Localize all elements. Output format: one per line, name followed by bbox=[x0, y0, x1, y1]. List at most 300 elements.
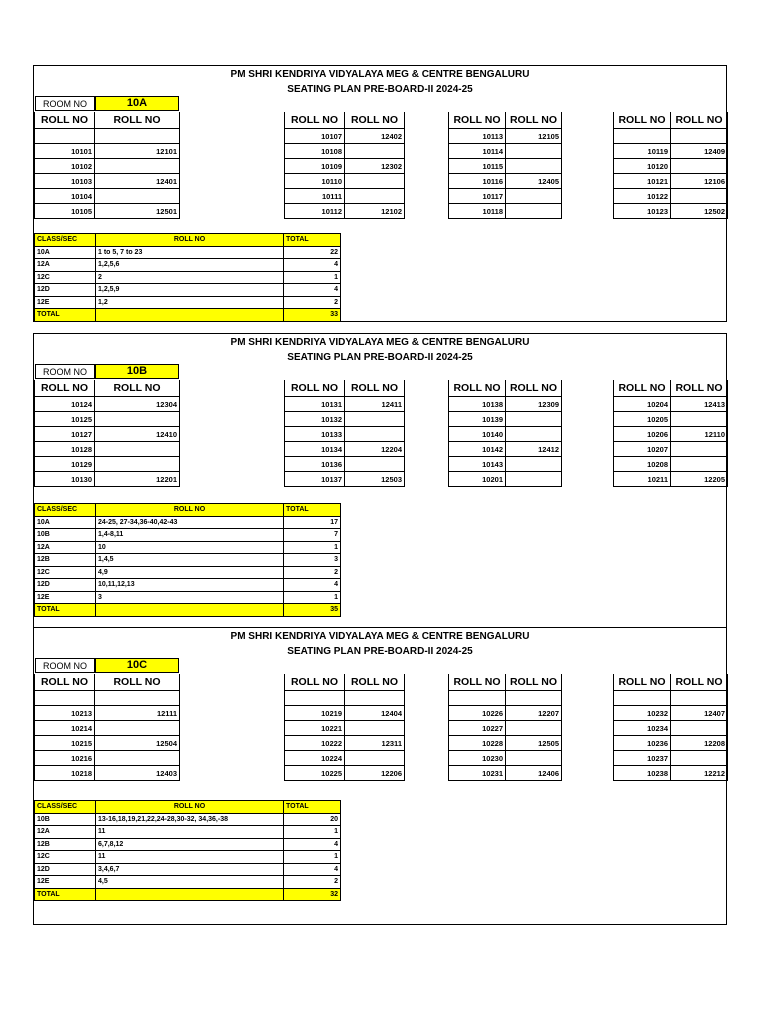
seat-row bbox=[285, 204, 405, 219]
roll-number-cell: 12205 bbox=[671, 472, 728, 487]
summary-row bbox=[35, 566, 341, 579]
roll-number-cell: 10211 bbox=[614, 472, 671, 487]
roll-number-cell bbox=[95, 129, 180, 144]
summary-cell: 3,4,6,7 bbox=[96, 863, 284, 876]
seat-row bbox=[614, 706, 728, 721]
summary-cell: 4,9 bbox=[96, 566, 284, 579]
summary-total-row bbox=[35, 888, 341, 901]
seat-row bbox=[35, 159, 180, 174]
summary-cell: 12A bbox=[35, 541, 96, 554]
column-header: ROLL NO bbox=[285, 380, 345, 397]
roll-number-cell: 12212 bbox=[671, 766, 728, 781]
column-header: ROLL NO bbox=[671, 674, 728, 691]
roll-number-cell: 12401 bbox=[95, 174, 180, 189]
roll-number-cell bbox=[671, 691, 728, 706]
seat-row bbox=[449, 736, 562, 751]
summary-cell: 12A bbox=[35, 259, 96, 272]
roll-number-cell: 10131 bbox=[285, 397, 345, 412]
roll-number-cell: 12105 bbox=[506, 129, 562, 144]
summary-cell: 12C bbox=[35, 851, 96, 864]
summary-cell: 4 bbox=[284, 579, 341, 592]
roll-number-cell: 12304 bbox=[95, 397, 180, 412]
exam-subtitle: SEATING PLAN PRE-BOARD-II 2024-25 bbox=[287, 84, 473, 95]
summary-header-cell: TOTAL bbox=[284, 504, 341, 517]
roll-number-cell: 12207 bbox=[506, 706, 562, 721]
summary-row bbox=[35, 284, 341, 297]
roll-number-cell: 10138 bbox=[449, 397, 506, 412]
roll-number-cell: 12311 bbox=[345, 736, 405, 751]
roll-number-cell: 12101 bbox=[95, 144, 180, 159]
summary-header-row bbox=[35, 504, 341, 517]
roll-number-cell: 12413 bbox=[671, 397, 728, 412]
summary-cell: 3 bbox=[284, 554, 341, 567]
roll-number-cell: 10218 bbox=[35, 766, 95, 781]
seat-row bbox=[449, 472, 562, 487]
roll-number-cell: 10109 bbox=[285, 159, 345, 174]
roll-number-cell: 10225 bbox=[285, 766, 345, 781]
seat-row bbox=[449, 442, 562, 457]
roll-number-cell: 10107 bbox=[285, 129, 345, 144]
roll-number-cell bbox=[345, 189, 405, 204]
roll-number-cell: 10222 bbox=[285, 736, 345, 751]
seat-row bbox=[614, 721, 728, 736]
seat-row bbox=[614, 472, 728, 487]
seat-row bbox=[35, 472, 180, 487]
roll-number-cell: 12302 bbox=[345, 159, 405, 174]
roll-number-cell bbox=[671, 442, 728, 457]
roll-number-cell: 10238 bbox=[614, 766, 671, 781]
summary-cell: 22 bbox=[284, 246, 341, 259]
summary-cell: 24-25, 27-34,36-40,42-43 bbox=[96, 516, 284, 529]
roll-number-cell: 10105 bbox=[35, 204, 95, 219]
roll-number-cell: 10230 bbox=[449, 751, 506, 766]
summary-cell: 12B bbox=[35, 838, 96, 851]
summary-cell: 12E bbox=[35, 591, 96, 604]
roll-number-cell bbox=[345, 412, 405, 427]
seat-row bbox=[614, 189, 728, 204]
column-header: ROLL NO bbox=[285, 674, 345, 691]
roll-number-cell: 10139 bbox=[449, 412, 506, 427]
seat-row bbox=[449, 174, 562, 189]
roll-number-cell: 12501 bbox=[95, 204, 180, 219]
room-section bbox=[33, 65, 727, 322]
roll-number-cell bbox=[671, 129, 728, 144]
seating-block bbox=[613, 380, 728, 487]
school-title: PM SHRI KENDRIYA VIDYALAYA MEG & CENTRE BENGALURU bbox=[230, 337, 530, 348]
summary-row bbox=[35, 529, 341, 542]
seat-row bbox=[614, 442, 728, 457]
summary-cell: 4 bbox=[284, 863, 341, 876]
header-row bbox=[35, 112, 180, 129]
summary-total-cell: TOTAL bbox=[35, 309, 96, 322]
roll-number-cell bbox=[506, 204, 562, 219]
class-summary-table bbox=[34, 233, 341, 322]
seat-row bbox=[449, 412, 562, 427]
roll-number-cell: 10213 bbox=[35, 706, 95, 721]
roll-number-cell: 10108 bbox=[285, 144, 345, 159]
school-title: PM SHRI KENDRIYA VIDYALAYA MEG & CENTRE BENGALURU bbox=[230, 69, 530, 80]
roll-number-cell bbox=[614, 691, 671, 706]
header-row bbox=[35, 674, 180, 691]
roll-number-cell bbox=[95, 189, 180, 204]
seat-row bbox=[285, 691, 405, 706]
roll-number-cell: 12407 bbox=[671, 706, 728, 721]
summary-header-cell: CLASS/SEC bbox=[35, 801, 96, 814]
roll-number-cell: 10129 bbox=[35, 457, 95, 472]
roll-number-cell: 10215 bbox=[35, 736, 95, 751]
seat-row bbox=[285, 159, 405, 174]
roll-number-cell: 10216 bbox=[35, 751, 95, 766]
roll-number-cell: 10103 bbox=[35, 174, 95, 189]
seating-block bbox=[448, 674, 562, 781]
summary-cell: 1,2,5,9 bbox=[96, 284, 284, 297]
exam-subtitle: SEATING PLAN PRE-BOARD-II 2024-25 bbox=[287, 352, 473, 363]
summary-cell: 2 bbox=[96, 271, 284, 284]
seat-row bbox=[449, 766, 562, 781]
roll-number-cell: 12410 bbox=[95, 427, 180, 442]
summary-row bbox=[35, 246, 341, 259]
roll-number-cell: 12404 bbox=[345, 706, 405, 721]
roll-number-cell bbox=[506, 189, 562, 204]
room-number-label: ROOM NO bbox=[35, 364, 95, 379]
seating-block bbox=[284, 380, 405, 487]
summary-cell: 1 bbox=[284, 851, 341, 864]
roll-number-cell bbox=[345, 427, 405, 442]
seat-row bbox=[285, 706, 405, 721]
column-header: ROLL NO bbox=[506, 674, 562, 691]
seat-row bbox=[614, 144, 728, 159]
summary-header-cell: ROLL NO bbox=[96, 234, 284, 247]
roll-number-cell: 12201 bbox=[95, 472, 180, 487]
summary-cell: 3 bbox=[96, 591, 284, 604]
roll-number-cell bbox=[35, 129, 95, 144]
roll-number-cell bbox=[506, 159, 562, 174]
seat-row bbox=[35, 174, 180, 189]
roll-number-cell: 10237 bbox=[614, 751, 671, 766]
column-header: ROLL NO bbox=[35, 380, 95, 397]
roll-number-cell bbox=[671, 159, 728, 174]
roll-number-cell: 10133 bbox=[285, 427, 345, 442]
seat-row bbox=[35, 412, 180, 427]
roll-number-cell: 10134 bbox=[285, 442, 345, 457]
column-header: ROLL NO bbox=[345, 112, 405, 129]
seat-row bbox=[449, 189, 562, 204]
roll-number-cell: 10236 bbox=[614, 736, 671, 751]
summary-header-cell: ROLL NO bbox=[96, 504, 284, 517]
summary-cell: 1,4-8,11 bbox=[96, 529, 284, 542]
seating-block bbox=[448, 112, 562, 219]
roll-number-cell: 10142 bbox=[449, 442, 506, 457]
seating-block bbox=[613, 112, 728, 219]
summary-row bbox=[35, 838, 341, 851]
roll-number-cell: 12204 bbox=[345, 442, 405, 457]
roll-number-cell bbox=[449, 691, 506, 706]
roll-number-cell: 10127 bbox=[35, 427, 95, 442]
seat-row bbox=[614, 397, 728, 412]
seat-row bbox=[35, 457, 180, 472]
roll-number-cell: 10110 bbox=[285, 174, 345, 189]
roll-number-cell: 10113 bbox=[449, 129, 506, 144]
roll-number-cell: 12106 bbox=[671, 174, 728, 189]
summary-total-cell: TOTAL bbox=[35, 888, 96, 901]
column-header: ROLL NO bbox=[35, 112, 95, 129]
roll-number-cell: 10228 bbox=[449, 736, 506, 751]
roll-number-cell: 10207 bbox=[614, 442, 671, 457]
summary-cell: 12C bbox=[35, 566, 96, 579]
roll-number-cell: 10208 bbox=[614, 457, 671, 472]
roll-number-cell bbox=[671, 412, 728, 427]
summary-cell: 1 bbox=[284, 826, 341, 839]
summary-cell: 10A bbox=[35, 516, 96, 529]
roll-number-cell bbox=[95, 412, 180, 427]
roll-number-cell: 12406 bbox=[506, 766, 562, 781]
roll-number-cell: 12502 bbox=[671, 204, 728, 219]
header-row bbox=[449, 674, 562, 691]
summary-cell: 10B bbox=[35, 529, 96, 542]
summary-row bbox=[35, 813, 341, 826]
summary-header-cell: CLASS/SEC bbox=[35, 234, 96, 247]
roll-number-cell bbox=[671, 751, 728, 766]
seat-row bbox=[285, 144, 405, 159]
seat-row bbox=[449, 457, 562, 472]
roll-number-cell: 12208 bbox=[671, 736, 728, 751]
roll-number-cell: 10214 bbox=[35, 721, 95, 736]
seat-row bbox=[449, 721, 562, 736]
seat-row bbox=[35, 706, 180, 721]
roll-number-cell: 10120 bbox=[614, 159, 671, 174]
seat-row bbox=[449, 397, 562, 412]
summary-total-cell bbox=[96, 604, 284, 617]
roll-number-cell: 10102 bbox=[35, 159, 95, 174]
summary-total-cell: 32 bbox=[284, 888, 341, 901]
roll-number-cell bbox=[671, 721, 728, 736]
roll-number-cell: 10116 bbox=[449, 174, 506, 189]
summary-row bbox=[35, 516, 341, 529]
roll-number-cell bbox=[506, 427, 562, 442]
roll-number-cell bbox=[345, 751, 405, 766]
summary-row bbox=[35, 271, 341, 284]
roll-number-cell bbox=[95, 751, 180, 766]
seat-row bbox=[35, 427, 180, 442]
roll-number-cell: 10227 bbox=[449, 721, 506, 736]
seat-row bbox=[614, 412, 728, 427]
roll-number-cell bbox=[506, 472, 562, 487]
seating-block bbox=[34, 380, 180, 487]
room-number-label: ROOM NO bbox=[35, 96, 95, 111]
roll-number-cell: 10121 bbox=[614, 174, 671, 189]
roll-number-cell: 12409 bbox=[671, 144, 728, 159]
summary-cell: 10B bbox=[35, 813, 96, 826]
summary-cell: 10,11,12,13 bbox=[96, 579, 284, 592]
seat-row bbox=[285, 174, 405, 189]
seat-row bbox=[35, 721, 180, 736]
roll-number-cell bbox=[95, 721, 180, 736]
roll-number-cell bbox=[95, 159, 180, 174]
header-row bbox=[614, 112, 728, 129]
seat-row bbox=[285, 751, 405, 766]
roll-number-cell: 12505 bbox=[506, 736, 562, 751]
roll-number-cell: 10118 bbox=[449, 204, 506, 219]
summary-row bbox=[35, 541, 341, 554]
seat-row bbox=[35, 736, 180, 751]
column-header: ROLL NO bbox=[95, 380, 180, 397]
seat-row bbox=[285, 721, 405, 736]
seat-row bbox=[35, 397, 180, 412]
column-header: ROLL NO bbox=[35, 674, 95, 691]
summary-cell: 1 to 5, 7 to 23 bbox=[96, 246, 284, 259]
seating-block bbox=[284, 112, 405, 219]
roll-number-cell bbox=[35, 691, 95, 706]
summary-total-cell: TOTAL bbox=[35, 604, 96, 617]
roll-number-cell bbox=[95, 442, 180, 457]
roll-number-cell: 10226 bbox=[449, 706, 506, 721]
summary-cell: 7 bbox=[284, 529, 341, 542]
column-header: ROLL NO bbox=[671, 380, 728, 397]
roll-number-cell: 12411 bbox=[345, 397, 405, 412]
summary-row bbox=[35, 259, 341, 272]
roll-number-cell bbox=[95, 691, 180, 706]
seat-row bbox=[614, 427, 728, 442]
seat-row bbox=[614, 174, 728, 189]
roll-number-cell: 10221 bbox=[285, 721, 345, 736]
roll-number-cell bbox=[345, 721, 405, 736]
summary-cell: 12D bbox=[35, 579, 96, 592]
seat-row bbox=[449, 204, 562, 219]
summary-total-cell bbox=[96, 888, 284, 901]
summary-cell: 12C bbox=[35, 271, 96, 284]
summary-row bbox=[35, 863, 341, 876]
seat-row bbox=[449, 751, 562, 766]
roll-number-cell: 10204 bbox=[614, 397, 671, 412]
summary-cell: 6,7,8,12 bbox=[96, 838, 284, 851]
seating-block bbox=[34, 112, 180, 219]
room-number-value: 10B bbox=[95, 364, 179, 379]
summary-cell: 4 bbox=[284, 284, 341, 297]
summary-total-row bbox=[35, 604, 341, 617]
seating-block bbox=[448, 380, 562, 487]
column-header: ROLL NO bbox=[506, 380, 562, 397]
seat-row bbox=[449, 129, 562, 144]
roll-number-cell: 10115 bbox=[449, 159, 506, 174]
seat-row bbox=[449, 691, 562, 706]
roll-number-cell: 12403 bbox=[95, 766, 180, 781]
column-header: ROLL NO bbox=[95, 112, 180, 129]
roll-number-cell bbox=[506, 144, 562, 159]
room-number-value: 10C bbox=[95, 658, 179, 673]
room-number-label: ROOM NO bbox=[35, 658, 95, 673]
seat-row bbox=[35, 766, 180, 781]
roll-number-cell bbox=[671, 457, 728, 472]
class-summary-table bbox=[34, 503, 341, 617]
seat-row bbox=[614, 691, 728, 706]
column-header: ROLL NO bbox=[345, 380, 405, 397]
roll-number-cell: 10232 bbox=[614, 706, 671, 721]
column-header: ROLL NO bbox=[285, 112, 345, 129]
summary-cell: 1,4,5 bbox=[96, 554, 284, 567]
roll-number-cell bbox=[506, 751, 562, 766]
summary-total-cell: 33 bbox=[284, 309, 341, 322]
roll-number-cell bbox=[345, 144, 405, 159]
summary-header-cell: CLASS/SEC bbox=[35, 504, 96, 517]
seat-row bbox=[285, 736, 405, 751]
roll-number-cell: 10231 bbox=[449, 766, 506, 781]
roll-number-cell: 10125 bbox=[35, 412, 95, 427]
summary-cell: 1 bbox=[284, 541, 341, 554]
roll-number-cell bbox=[95, 457, 180, 472]
roll-number-cell: 10136 bbox=[285, 457, 345, 472]
seat-row bbox=[35, 189, 180, 204]
seat-row bbox=[35, 442, 180, 457]
roll-number-cell: 12309 bbox=[506, 397, 562, 412]
roll-number-cell: 10122 bbox=[614, 189, 671, 204]
roll-number-cell: 10119 bbox=[614, 144, 671, 159]
seat-row bbox=[449, 706, 562, 721]
roll-number-cell: 10128 bbox=[35, 442, 95, 457]
roll-number-cell: 10123 bbox=[614, 204, 671, 219]
header-row bbox=[614, 380, 728, 397]
roll-number-cell bbox=[345, 457, 405, 472]
column-header: ROLL NO bbox=[345, 674, 405, 691]
seat-row bbox=[614, 457, 728, 472]
roll-number-cell: 10234 bbox=[614, 721, 671, 736]
summary-cell: 10A bbox=[35, 246, 96, 259]
summary-cell: 11 bbox=[96, 826, 284, 839]
summary-cell: 12B bbox=[35, 554, 96, 567]
summary-cell: 1,2,5,6 bbox=[96, 259, 284, 272]
summary-row bbox=[35, 851, 341, 864]
roll-number-cell bbox=[345, 174, 405, 189]
seat-row bbox=[35, 204, 180, 219]
header-row bbox=[614, 674, 728, 691]
summary-header-cell: TOTAL bbox=[284, 801, 341, 814]
roll-number-cell: 10112 bbox=[285, 204, 345, 219]
summary-cell: 12E bbox=[35, 296, 96, 309]
summary-row bbox=[35, 826, 341, 839]
header-row bbox=[449, 112, 562, 129]
roll-number-cell: 12504 bbox=[95, 736, 180, 751]
seat-row bbox=[285, 442, 405, 457]
roll-number-cell bbox=[506, 691, 562, 706]
roll-number-cell bbox=[285, 691, 345, 706]
roll-number-cell: 12110 bbox=[671, 427, 728, 442]
roll-number-cell: 12402 bbox=[345, 129, 405, 144]
summary-cell: 4 bbox=[284, 259, 341, 272]
summary-cell: 12D bbox=[35, 863, 96, 876]
roll-number-cell bbox=[345, 691, 405, 706]
roll-number-cell: 10111 bbox=[285, 189, 345, 204]
seat-row bbox=[285, 412, 405, 427]
summary-cell: 12D bbox=[35, 284, 96, 297]
room-section bbox=[33, 333, 727, 628]
summary-cell: 11 bbox=[96, 851, 284, 864]
summary-row bbox=[35, 554, 341, 567]
column-header: ROLL NO bbox=[449, 380, 506, 397]
roll-number-cell: 10143 bbox=[449, 457, 506, 472]
roll-number-cell: 10219 bbox=[285, 706, 345, 721]
roll-number-cell: 10132 bbox=[285, 412, 345, 427]
seat-row bbox=[614, 766, 728, 781]
summary-total-cell bbox=[96, 309, 284, 322]
exam-subtitle: SEATING PLAN PRE-BOARD-II 2024-25 bbox=[287, 646, 473, 657]
roll-number-cell: 10140 bbox=[449, 427, 506, 442]
summary-cell: 4 bbox=[284, 838, 341, 851]
column-header: ROLL NO bbox=[671, 112, 728, 129]
seat-row bbox=[285, 189, 405, 204]
seat-row bbox=[449, 159, 562, 174]
seat-row bbox=[285, 472, 405, 487]
header-row bbox=[285, 112, 405, 129]
seat-row bbox=[285, 397, 405, 412]
